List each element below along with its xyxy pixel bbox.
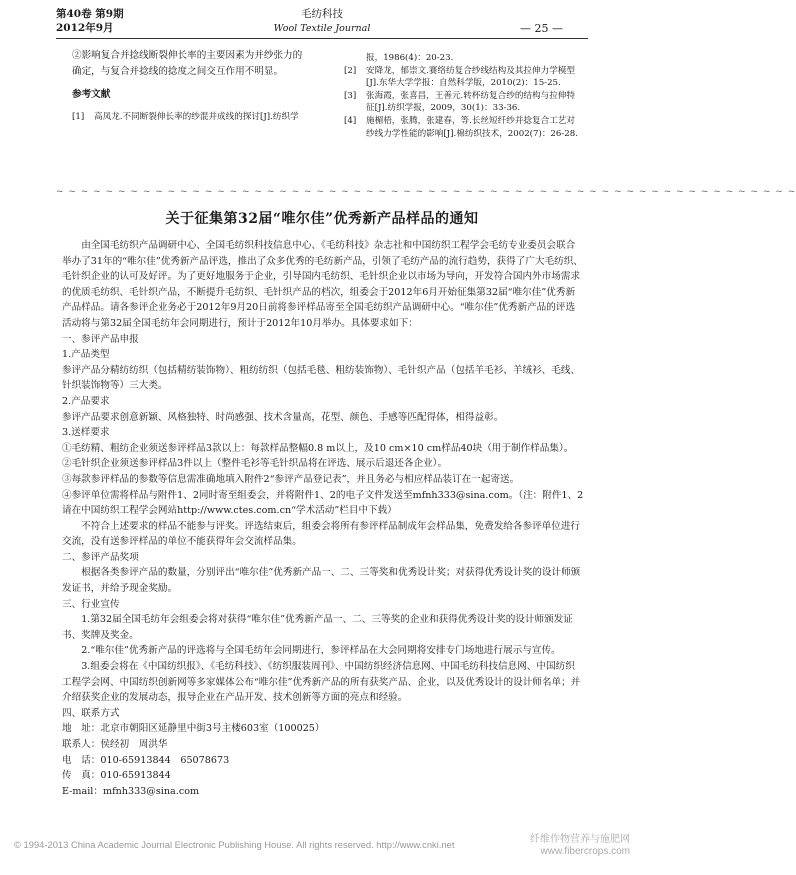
header-date: 2012年9月 xyxy=(56,22,114,34)
contact-person: 联系人：侯经初 周洪华 xyxy=(62,739,168,750)
promotion-item-3: 3.组委会将在《中国纺织报》、《毛纺科技》、《纺织服装周刊》、中国纺织经济信息网、中国毛纺科技信息网、中国纺织工程学会网、中国纺织创新网等多家媒体公布“唯尔佳”优秀新产品的所有获奖产品、企业，以及优秀设计的设计师名单；并介绍获奖企业的发展动态，报导企业在产品开发、技术创新等方面的亮点和经验。 xyxy=(62,661,581,704)
section-divider: ~ ~ ~ ~ ~ ~ ~ ~ ~ ~ ~ ~ ~ ~ ~ ~ ~ ~ ~ ~ ~ ~ ~ ~ ~ ~ ~ ~ ~ ~ ~ ~ ~ ~ ~ ~ ~ ~ ~ ~ ~ ~ ~ ~ ~ ~ ~ ~ ~ ~ ~ ~ ~ ~ ~ ~ ~ ~ ~ ~ xyxy=(56,187,796,197)
sample-requirement-4: ④参评单位需将样品与附件1、2同时寄至组委会，并将附件1、2的电子文件发送至mfnh333@sina.com。（注：附件1、2请在中国纺织工程学会网站http://www.ctes.com.cn“学术活动”栏目中下载） xyxy=(62,489,584,517)
subheading-sample-requirements: 3.送样要求 xyxy=(62,427,110,439)
sample-requirement-2: ②毛针织企业须送参评样品3件以上（整件毛衫等毛针织品将在评选、展示后退还各企业）。 xyxy=(62,458,448,470)
section-heading-1: 一、参评产品申报 xyxy=(62,333,139,345)
reference-item: [3] 张海霞，张喜昌，王善元.转杯纺复合纱的结构与拉伸特征[J].纺织学报，2009，30(1)：33-36. xyxy=(344,90,575,114)
references-right xyxy=(344,52,580,140)
promotion-item-1: 1.第32届全国毛纺年会组委会将对获得“唯尔佳”优秀新产品一、二、三等奖的企业和获得优秀设计奖的设计师颁发证书、奖牌及奖金。 xyxy=(62,614,573,641)
reference-item: 报，1986(4)：20-23. xyxy=(366,53,454,63)
notice-body xyxy=(62,238,584,799)
sample-requirement-3: ③每款参评样品的参数等信息需准确地填入附件2“参评产品登记表”，并且务必与相应样品装订在一起寄送。 xyxy=(62,473,520,485)
header-journal-cn: 毛纺科技 xyxy=(301,8,343,20)
sample-requirement-1: ①毛纺精、粗纺企业须送参评样品3款以上：每款样品整幅0.8 m以上，及10 cm×10 cm样品40块（用于制作样品集）。 xyxy=(62,442,574,454)
section-heading-3: 三、行业宣传 xyxy=(62,598,120,610)
product-type-text: 参评产品分精纺纺织（包括精纺装饰物）、粗纺纺织（包括毛毯、粗纺装饰物）、毛针织产品（包括羊毛衫、羊绒衫、毛线、针织装饰物等）三大类。 xyxy=(62,364,581,392)
reference-item: [2] 安降龙，郁崇文.赛络纺复合纱线结构及其拉伸力学模型[J].东华大学学报：自然科学版，2010(2)：15-25. xyxy=(344,65,575,89)
prev-conclusion: ②影响复合并捻线断裂伸长率的主要因素为并纱张力的确定，与复合并捻线的捻度之间交互作用不明显。 xyxy=(72,50,303,77)
notice-intro: 由全国毛纺织产品调研中心、全国毛纺织科技信息中心、《毛纺科技》杂志社和中国纺织工程学会毛纺专业委员会联合举办了31年的“唯尔佳”优秀新产品评选，推出了众多优秀的毛纺新产品，引领了毛纺产品的流行趋势，获得了广大毛纺织、毛针织企业的认可及好评。为了更好地服务于企业，引导国内毛纺织、毛针织企业以市场为导向，开发符合国内外市场需求的优质毛纺织、毛针织产品，不断提升毛纺织、毛针织产品的档次，组委会于2012年6月开始征集第32届“唯尔佳”优秀新产品样品。请各参评企业务必于2012年9月20日前将参评样品寄至全国毛纺织产品调研中心。“唯尔佳”优秀新产品的评选活动将与第32届全国毛纺年会同期进行，预计于2012年10月举办。具体要求如下： xyxy=(62,240,583,329)
promotion-item-2: 2.“唯尔佳”优秀新产品的评选将与全国毛纺年会同期进行，参评样品在大会同期将安排专门场地进行展示与宣传。 xyxy=(81,645,561,657)
section-heading-4: 四、联系方式 xyxy=(62,707,120,719)
reference-item: [4] 施楣梧，张腾，张建春，等.长丝短纤纱并捻复合工艺对纱线力学性能的影响[J].棉纺织技术，2002(7)：26-28. xyxy=(344,115,578,139)
watermark-url: www.fibercrops.com xyxy=(540,846,630,857)
watermark-cn: 纤维作物营养与施肥网 xyxy=(530,834,630,845)
header-page-number: — 25 — xyxy=(520,22,563,35)
contact-address: 地 址：北京市朝阳区延静里中街3号主楼603室（100025） xyxy=(62,723,325,735)
notice-title: 关于征集第32届“唯尔佳”优秀新产品样品的通知 xyxy=(165,211,479,227)
contact-phone: 电 话：010-65913844 65078673 xyxy=(62,754,230,766)
subheading-product-type: 1.产品类型 xyxy=(62,349,110,361)
prev-article-left-column xyxy=(72,48,308,123)
reference-item: [1] 高凤龙.不同断裂伸长率的纱混并成线的探讨[J].纺织学 xyxy=(72,111,299,122)
subheading-product-requirements: 2.产品要求 xyxy=(62,395,110,407)
product-requirements-text: 参评产品要求创意新颖、风格独特、时尚感强、技术含量高，花型、颜色、手感等匹配得体，相得益彰。 xyxy=(62,411,504,423)
contact-email: E-mail：mfnh333@sina.com xyxy=(62,785,200,797)
contact-fax: 传 真：010-65913844 xyxy=(62,770,171,782)
copyright-footer: © 1994-2013 China Academic Journal Electronic Publishing House. All rights reserved. http://www.cnki.net xyxy=(14,839,455,850)
header-rule xyxy=(56,38,588,39)
references-left xyxy=(72,111,308,124)
sample-note: 不符合上述要求的样品不能参与评奖。评选结束后，组委会将所有参评样品制成年会样品集，免费发给各参评单位进行交流，没有送参评样品的单位不能获得年会交流样品集。 xyxy=(62,520,581,548)
site-watermark xyxy=(530,834,630,858)
section-heading-2: 二、参评产品奖项 xyxy=(62,551,139,563)
references-heading: 参考文献 xyxy=(72,89,111,101)
header-volume: 第40卷 第9期 xyxy=(56,8,124,20)
awards-text: 根据各类参评产品的数量，分别评出“唯尔佳”优秀新产品一、二、三等奖和优秀设计奖；对获得优秀设计奖的设计师颁发证书，并给予现金奖励。 xyxy=(62,567,581,595)
header-journal-en: Wool Textile Journal xyxy=(273,23,371,34)
